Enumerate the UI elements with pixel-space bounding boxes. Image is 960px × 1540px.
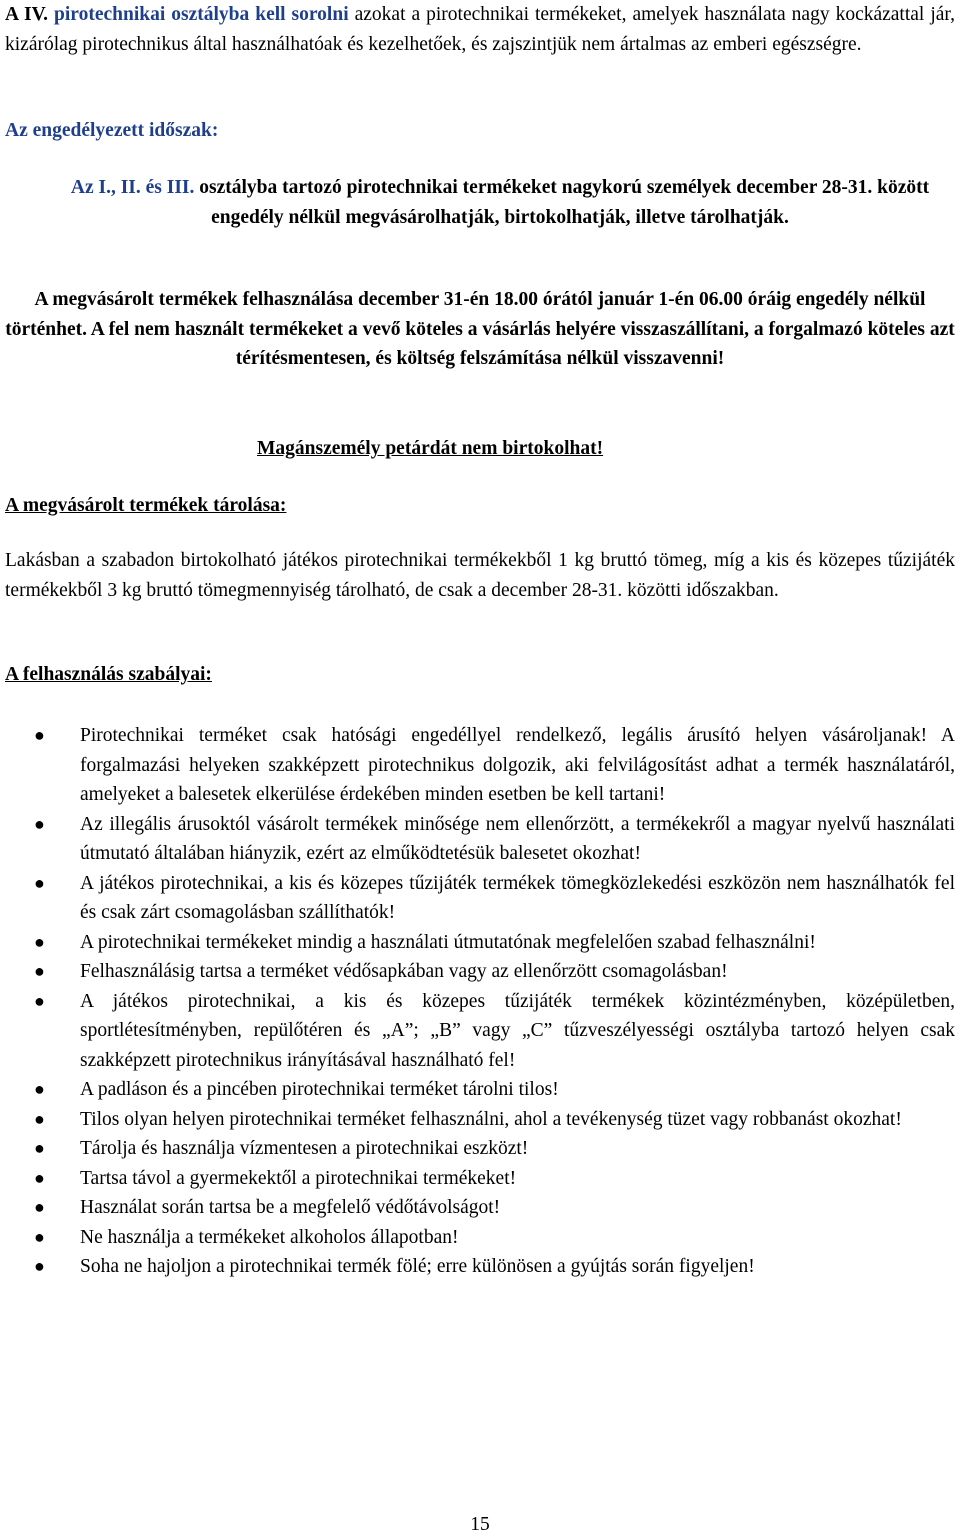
- rule-text: A játékos pirotechnikai, a kis és közepes tűzijáték termékek közintézményben, középületben, sportlétesítményben, repülőtéren és „A”; „B” vagy „C” tűzveszélyességi osztályba tartozó helyen csak szakképzett pirotechnikus irányításával használható fel!: [80, 990, 955, 1071]
- intro-highlight: pirotechnikai osztályba kell sorolni: [54, 4, 349, 25]
- usage-rule-bold: A megvásárolt termékek felhasználása december 31-én 18.00 órától január 1-én 06.00 óráig engedély nélkül történhet.: [5, 289, 926, 340]
- bullet-icon: ●: [34, 1226, 45, 1247]
- rule-list-item: [0, 1134, 955, 1164]
- usage-rule-paragraph: [5, 285, 955, 374]
- intro-paragraph: [5, 0, 955, 59]
- rule-list-item: [0, 721, 955, 810]
- bullet-icon: ●: [34, 1256, 45, 1276]
- intro-text: azokat a pirotechnikai termékeket, amelyek használata nagy kockázattal jár, kizárólag pirotechnikus által használhatóak és kezelhetőek, és zajszintjük nem ártalmas az emberi egészségre.: [5, 4, 955, 55]
- rule-text: A játékos pirotechnikai, a kis és közepes tűzijáték termékek tömegközlekedési eszközön nem használhatók fel és csak zárt csomagolásban szállíthatók!: [80, 872, 955, 923]
- bullet-icon: ●: [34, 872, 45, 893]
- rule-list-item: [0, 869, 955, 928]
- rule-text: Pirotechnikai terméket csak hatósági engedéllyel rendelkező, legális árusító helyen vásároljanak! A forgalmazási helyeken szakképzett pirotechnikus dolgozik, aki felvilágosítást adhat a termék használatáról, amelyeket a balesetek elkerülése érdekében minden esetben be kell tartani!: [80, 725, 955, 805]
- bullet-icon: ●: [34, 961, 45, 981]
- petard-warning: Magánszemély petárdát nem birtokolhat!: [257, 438, 604, 459]
- rule-text: Felhasználásig tartsa a terméket védősapkában vagy az ellenőrzött csomagolásban!: [80, 961, 728, 982]
- rule-text: A padláson és a pincében pirotechnikai terméket tárolni tilos!: [80, 1079, 559, 1100]
- rule-text: Tárolja és használja vízmentesen a pirotechnikai eszközt!: [80, 1138, 529, 1159]
- rule-text: Használat során tartsa be a megfelelő védőtávolságot!: [80, 1197, 501, 1218]
- bullet-icon: ●: [34, 1079, 45, 1099]
- rules-list: [0, 721, 960, 1282]
- bullet-icon: ●: [34, 1197, 45, 1217]
- rule-list-item: [0, 1075, 955, 1105]
- rule-list-item: [0, 1252, 955, 1282]
- period-heading: Az engedélyezett időszak:: [5, 120, 219, 141]
- bullet-icon: ●: [34, 931, 45, 952]
- period-rule-text: osztályba tartozó pirotechnikai termékeket nagykorú személyek december 28-31. között engedély nélkül megvásárolhatják, birtokolhatják, illetve tárolhatják.: [194, 177, 930, 228]
- bullet-icon: ●: [34, 1138, 45, 1158]
- bullet-icon: ●: [34, 725, 45, 745]
- rule-list-item: [0, 1223, 955, 1253]
- rule-list-item: [0, 957, 955, 987]
- period-rule-paragraph: [60, 173, 940, 232]
- rule-text: Soha ne hajoljon a pirotechnikai termék fölé; erre különösen a gyújtás során figyeljen!: [80, 1256, 755, 1277]
- usage-rule-rest: A fel nem használt termékeket a vevő köteles a vásárlás helyére visszaszállítani, a forgalmazó köteles azt térítésmentesen, és költség felszámítása nélkül visszavenni!: [86, 318, 955, 369]
- page-number: 15: [470, 1514, 490, 1535]
- rule-text: Ne használja a termékeket alkoholos állapotban!: [80, 1226, 459, 1248]
- bullet-icon: ●: [34, 813, 45, 834]
- storage-paragraph: Lakásban a szabadon birtokolható játékos pirotechnikai termékekből 1 kg bruttó tömeg, míg a kis és közepes tűzijáték termékekből 3 kg bruttó tömegmennyiség tárolható, de csak a december 28-31. közötti időszakban.: [5, 550, 955, 601]
- rule-list-item: [0, 1105, 955, 1135]
- rule-list-item: [0, 1193, 955, 1223]
- rule-list-item: [0, 810, 955, 869]
- rule-list-item: [0, 928, 955, 958]
- rules-heading: A felhasználás szabályai:: [5, 664, 212, 685]
- bullet-icon: ●: [34, 990, 45, 1011]
- rule-text: Tartsa távol a gyermekektől a pirotechnikai termékeket!: [80, 1167, 517, 1189]
- intro-lead: A IV.: [5, 4, 49, 25]
- rule-text: A pirotechnikai termékeket mindig a használati útmutatónak megfelelően szabad felhasználni!: [80, 931, 816, 953]
- rule-list-item: [0, 1164, 955, 1194]
- period-rule-prefix: Az I., II. és III.: [70, 177, 195, 198]
- rule-text: Az illegális árusoktól vásárolt termékek minősége nem ellenőrzött, a termékekről a magyar nyelvű használati útmutató általában hiányzik, ezért az elműködtetésük balesetet okozhat!: [80, 813, 955, 864]
- rule-list-item: [0, 987, 955, 1076]
- bullet-icon: ●: [34, 1167, 45, 1188]
- storage-heading: A megvásárolt termékek tárolása:: [5, 495, 287, 516]
- bullet-icon: ●: [34, 1108, 45, 1129]
- rule-text: Tilos olyan helyen pirotechnikai terméket felhasználni, ahol a tevékenység tüzet vagy robbanást okozhat!: [80, 1108, 902, 1130]
